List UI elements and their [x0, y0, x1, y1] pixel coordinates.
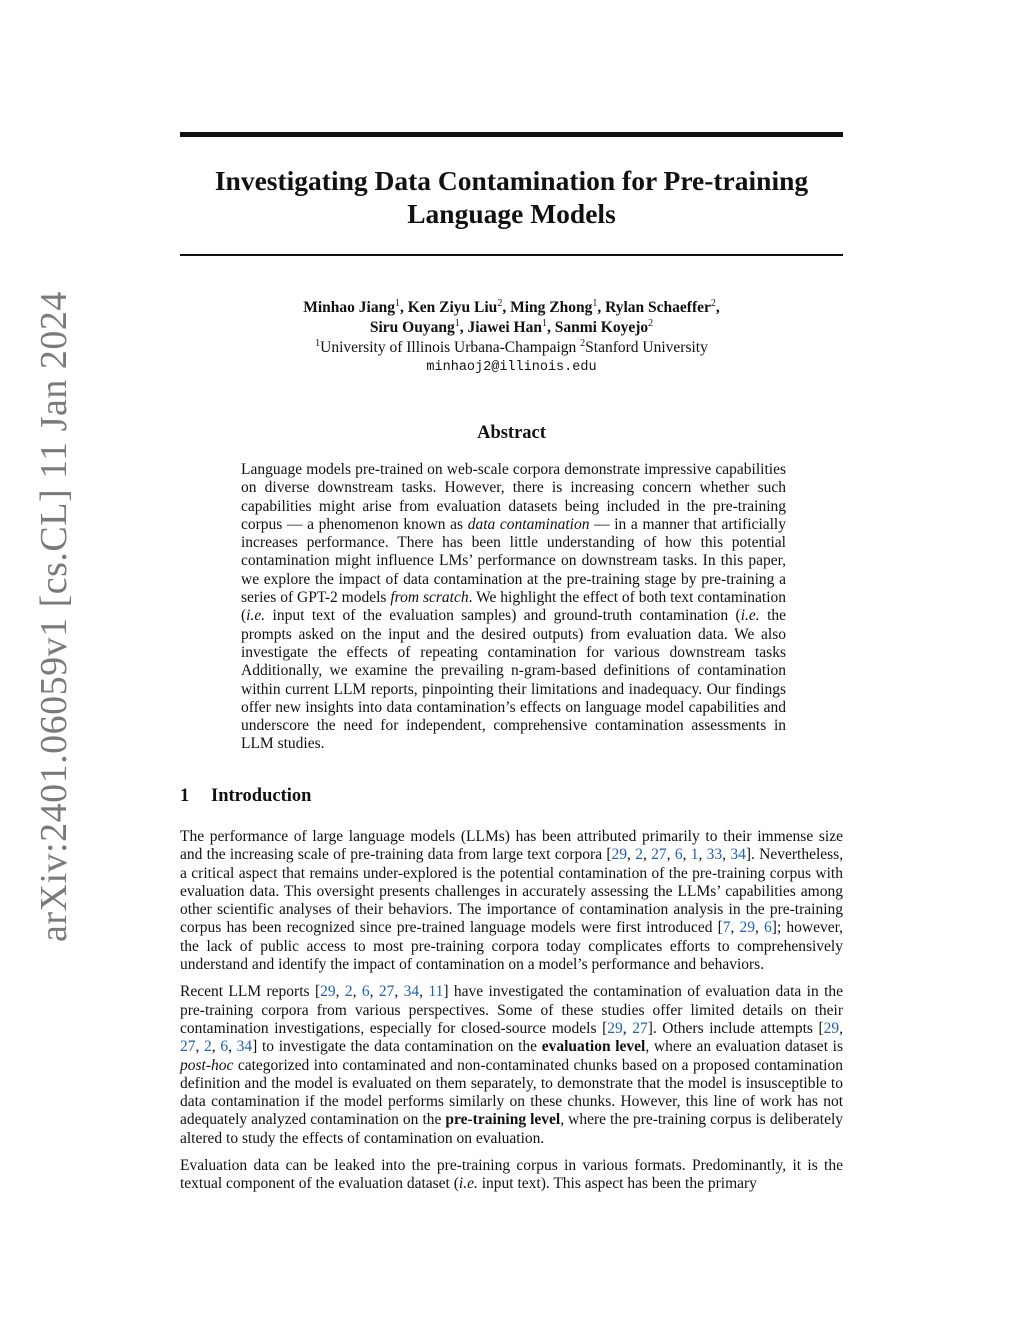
citation-link[interactable]: 29 [611, 846, 628, 864]
abstract-text: Language models pre-trained on web-scale corpora demonstrate impressive capabilities on diverse downstream tasks. However, there is increasing concern whether such capabilities might arise from evaluation datasets being included in the pre-training corpus — a phenomenon known as data contamination — in a manner that artificially increases performance. There has been little understanding of how this potential contamination might influence LMs’ performance on downstream tasks. In this paper, we explore the impact of data contamination at the pre-training stage by pre-training a series of GPT-2 models from scratch. We highlight the effect of both text contamination (i.e. input text of the evaluation samples) and ground-truth contamination (i.e. the prompts asked on the input and the desired outputs) from evaluation data. We also investigate the effects of repeating contamination for various downstream tasks Additionally, we examine the prevailing n-gram-based definitions of contamination within current LLM reports, pinpointing their limitations and inadequacy. Our findings offer new insights into data contamination’s effects on language model capabilities and underscore the need for independent, comprehensive contamination assessments in LLM studies. [241, 461, 787, 753]
citation-link[interactable]: 27 [632, 1019, 648, 1037]
paragraph: Evaluation data can be leaked into the pre-training corpus in various formats. Predominantly, it is the textual component of the evaluation dataset (i.e. input text). This aspect has been the primary [180, 1157, 843, 1193]
citation-link[interactable]: 27 [180, 1038, 196, 1056]
citation-link[interactable]: 7 [722, 919, 731, 937]
citation-link[interactable]: 29 [739, 919, 756, 937]
citation-link[interactable]: 6 [220, 1038, 229, 1056]
author-names: Minhao Jiang$^1$, Ken Ziyu Liu$^2$, Ming Zhong$^1$, Rylan Schaeffer$^2$, Siru Ouyang$^1$, Jiawei Han$^1$, Sanmi Koyejo$^2$ [303, 297, 720, 336]
paragraph: The performance of large language models (LLMs) has been attributed primarily to their immense size and the increasing scale of pre-training data from large text corpora [29, 2, 27, 6, 1, 33, 34]. Nevertheless, a critical aspect that remains under-explored is the potential contamination of the pre-training corpus with evaluation data. This oversight presents challenges in accurately assessing the LLMs’ capabilities among other scientific analyses of their behaviors. The importance of contamination analysis in the pre-training corpus has been recognized since pre-trained language models were first introduced [7, 29, 6]; however, the lack of public access to most pre-training corpora today complicates efforts to comprehensively understand and identify the impact of contamination on a model’s performance and behaviors. [180, 828, 844, 974]
author-email[interactable]: minhaoj2@illinois.edu [426, 360, 597, 375]
citation-link[interactable]: 27 [651, 846, 667, 864]
citation-link[interactable]: 34 [403, 983, 420, 1001]
citation-link[interactable]: 34 [730, 846, 746, 864]
citation-link[interactable]: 6 [764, 919, 772, 937]
citation-link[interactable]: 11 [428, 983, 444, 1001]
citation-link[interactable]: 27 [378, 983, 395, 1001]
citation-link[interactable]: 2 [344, 983, 353, 1001]
paper-title: Investigating Data Contamination for Pre-training Language Models [214, 165, 809, 229]
abstract-heading: Abstract [477, 423, 546, 443]
title-rule-bottom [180, 254, 843, 256]
citation-link[interactable]: 2 [635, 846, 643, 864]
citation-link[interactable]: 29 [607, 1019, 623, 1037]
section-heading-introduction: 1 Introduction [180, 786, 312, 806]
citation-link[interactable]: 29 [320, 983, 336, 1001]
citation-link[interactable]: 34 [236, 1038, 253, 1056]
citation-link[interactable]: 6 [674, 846, 683, 864]
citation-link[interactable]: 6 [361, 983, 370, 1001]
author-block [180, 298, 843, 378]
title-rule-top [180, 132, 843, 137]
citation-link[interactable]: 33 [706, 846, 723, 864]
arxiv-stamp: arXiv:2401.06059v1 [cs.CL] 11 Jan 2024 [33, 291, 75, 942]
introduction-body [180, 828, 843, 1203]
citation-link[interactable]: 2 [204, 1038, 212, 1056]
citation-link[interactable]: 29 [823, 1019, 840, 1037]
affiliations: $^1$University of Illinois Urbana-Champaign $^2$Stanford University [315, 337, 708, 356]
paragraph: Recent LLM reports [29, 2, 6, 27, 34, 11] have investigated the contamination of evaluation data in the pre-training corpora from various perspectives. Some of these studies offer limited details on their contamination investigations, especially for closed-source models [29, 27]. Others include attempts [29, 27, 2, 6, 34] to investigate the data contamination on the evaluation level, where an evaluation dataset is post-hoc categorized into contaminated and non-contaminated chunks based on a proposed contamination definition and the model is evaluated on them separately, to demonstrate that the model is insusceptible to data contamination if the model performs similarly on these chunks. However, this line of work has not adequately analyzed contamination on the pre-training level, where the pre-training corpus is deliberately altered to study the effects of contamination on evaluation. [180, 983, 844, 1147]
citation-link[interactable]: 1 [690, 846, 699, 864]
